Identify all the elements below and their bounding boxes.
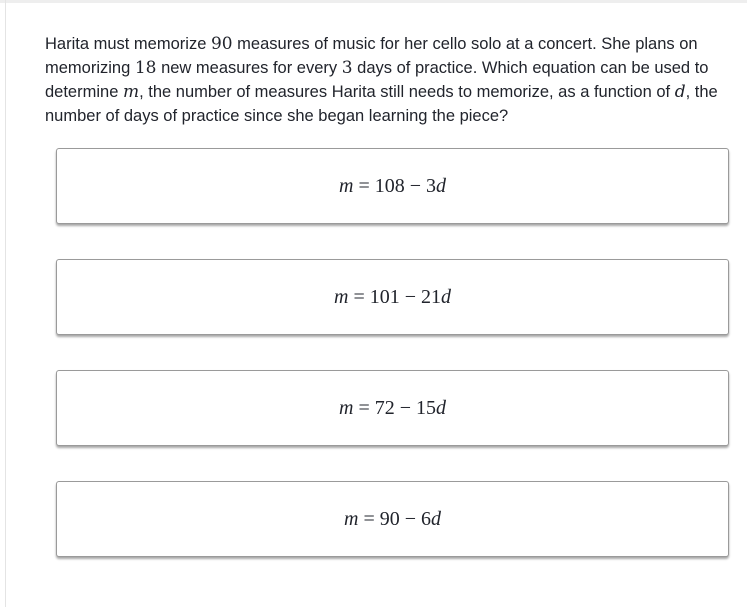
answer-choice-3[interactable] (56, 370, 729, 446)
question-segment: days of practice. Which equation can be used to determine (45, 59, 709, 101)
question-segment: , the number of days of practice since she began learning the piece? (45, 83, 718, 125)
choice-equation: m = 108 − 3d (338, 174, 446, 197)
choice-equation: m = 101 − 21d (333, 285, 451, 308)
question-text (45, 32, 735, 128)
frame-left-border (5, 0, 6, 607)
answer-choice-1[interactable] (56, 148, 729, 224)
question-segment: , the number of measures Harita still needs to memorize, as a function of (139, 83, 675, 101)
answer-choice-4[interactable] (56, 481, 729, 557)
question-segment: measures of music for her cello solo at a concert. She plans on memorizing (45, 35, 698, 77)
choice-equation: m = 72 − 15d (338, 396, 446, 419)
frame-top-border (0, 0, 747, 3)
question-segment: Harita must memorize (45, 35, 211, 53)
question-segment: new measures for every (156, 59, 342, 77)
math-variable-d: d (674, 82, 686, 102)
math-number-3: 3 (341, 58, 353, 78)
math-number-90: 90 (210, 34, 233, 54)
choice-equation: m = 90 − 6d (343, 507, 441, 530)
math-number-18: 18 (134, 58, 157, 78)
answer-choice-2[interactable] (56, 259, 729, 335)
math-variable-m: m (122, 82, 140, 102)
